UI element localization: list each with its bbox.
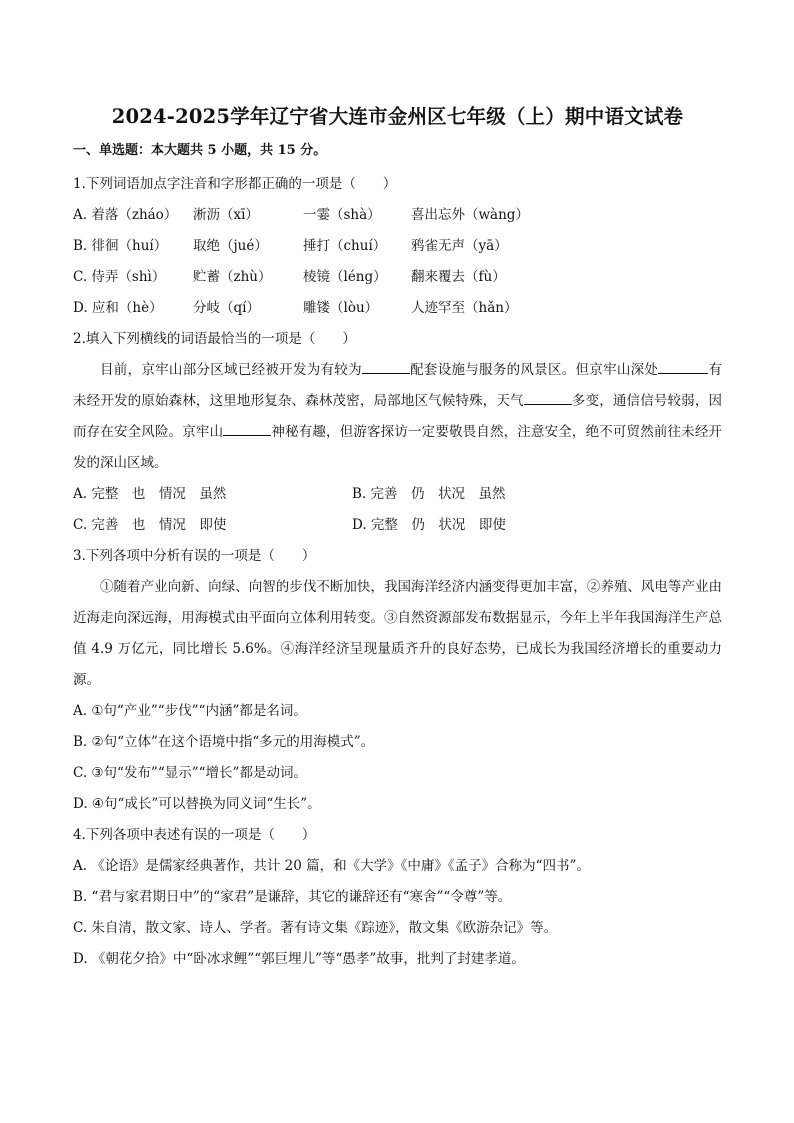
fill-blank-2 bbox=[658, 359, 708, 374]
question-3 bbox=[73, 541, 722, 820]
question-1-stem: 1.下列词语加点字注音和字形都正确的一项是（ ） bbox=[73, 176, 397, 192]
question-2-option-a: A. 完整 也 情况 虽然 bbox=[73, 486, 227, 502]
question-1-option-a bbox=[73, 200, 722, 231]
option-word: C. 侍弄（shì） bbox=[73, 269, 166, 285]
section-heading-single-choice: 一、单选题：本大题共 5 小题，共 15 分。 bbox=[73, 143, 327, 158]
question-3-passage: ①随着产业向新、向绿、向智的步伐不断加快，我国海洋经济内涵变得更加丰富，②养殖、风电等产业由近海走向深远海，用海模式由平面向立体利用转变。③自然资源部发布数据显示，今年上半年我国海洋生产总值 4.9 万亿元，同比增长 5.6%。④海洋经济呈现量质齐升的良好态势，已成长为我国经济增长的重要动力源。 bbox=[73, 579, 722, 688]
passage-text: 多变，通信信号较弱，因而存在安全风险。京牢山 bbox=[73, 393, 722, 440]
question-2 bbox=[73, 324, 722, 541]
question-1-option-d bbox=[73, 293, 722, 324]
question-3-stem: 3.下列各项中分析有误的一项是（ ） bbox=[73, 548, 316, 564]
question-4-option-d: D. 《朝花夕拾》中“卧冰求鲤”“郭巨埋儿”等“愚孝”故事，批判了封建孝道。 bbox=[73, 951, 525, 967]
option-word: 喜出忘外（wàng） bbox=[411, 207, 529, 223]
option-word: 捶打（chuí） bbox=[303, 238, 387, 254]
option-word: B. 徘徊（huí） bbox=[73, 238, 168, 254]
exam-title: 2024-2025学年辽宁省大连市金州区七年级（上）期中语文试卷 bbox=[111, 105, 684, 128]
passage-text: 有未经开发的原始森林，这里地形复杂、森林茂密，局部地区气候特殊，天气 bbox=[73, 362, 723, 409]
question-2-options-row-1 bbox=[73, 479, 722, 510]
question-3-option-b: B. ②句“立体”在这个语境中指“多元的用海模式”。 bbox=[73, 734, 375, 750]
option-word: D. 应和（hè） bbox=[73, 300, 163, 316]
question-4-stem: 4.下列各项中表述有误的一项是（ ） bbox=[73, 827, 316, 843]
option-word: 贮蓄（zhù） bbox=[193, 269, 272, 285]
question-2-option-c: C. 完善 也 情况 即使 bbox=[73, 517, 227, 533]
question-2-stem: 2.填入下列横线的词语最恰当的一项是（ ） bbox=[73, 331, 356, 347]
question-3-option-d: D. ④句“成长”可以替换为同义词“生长”。 bbox=[73, 796, 321, 812]
question-1 bbox=[73, 169, 722, 324]
question-3-option-a: A. ①句“产业”“步伐”“内涵”都是名词。 bbox=[73, 703, 307, 719]
fill-blank-1 bbox=[362, 359, 410, 374]
question-4-option-a: A. 《论语》是儒家经典著作，共计 20 篇，和《大学》《中庸》《孟子》合称为“四书”。 bbox=[73, 858, 590, 874]
option-word: 分岐（qí） bbox=[193, 300, 260, 316]
option-word: 淅沥（xī） bbox=[193, 207, 259, 223]
passage-text: 目前，京牢山部分区域已经被开发为有较为 bbox=[100, 362, 362, 378]
option-word: A. 着落（zháo） bbox=[73, 207, 178, 223]
question-3-option-c: C. ③句“发布”“显示”“增长”都是动词。 bbox=[73, 765, 307, 781]
question-2-option-d: D. 完整 仍 状况 即使 bbox=[352, 517, 506, 533]
question-2-options-row-2 bbox=[73, 510, 722, 541]
question-4-option-b: B. “君与家君期日中”的“家君”是谦辞，其它的谦辞还有“寒舍”“令尊”等。 bbox=[73, 889, 512, 905]
fill-blank-4 bbox=[223, 421, 271, 436]
option-word: 一霎（shà） bbox=[303, 207, 381, 223]
passage-text: 配套设施与服务的风景区。但京牢山深处 bbox=[409, 362, 659, 378]
question-4 bbox=[73, 820, 722, 975]
question-2-option-b: B. 完善 仍 状况 虽然 bbox=[352, 486, 506, 502]
passage-text: 神秘有趣，但游客探访一定要敬畏自然，注意安全，绝不可贸然前往未经开发的深山区域。 bbox=[73, 424, 722, 471]
question-1-option-b bbox=[73, 231, 722, 262]
option-word: 雕镂（lòu） bbox=[303, 300, 379, 316]
fill-blank-3 bbox=[524, 390, 572, 405]
option-word: 棱镜（léng） bbox=[303, 269, 387, 285]
question-2-passage bbox=[73, 355, 722, 479]
option-word: 鸦雀无声（yā） bbox=[411, 238, 508, 254]
question-1-option-c bbox=[73, 262, 722, 293]
option-word: 翻来覆去（fù） bbox=[411, 269, 506, 285]
question-4-option-c: C. 朱自清，散文家、诗人、学者。著有诗文集《踪迹》，散文集《欧游杂记》等。 bbox=[73, 920, 558, 936]
option-word: 取绝（jué） bbox=[193, 238, 268, 254]
option-word: 人迹罕至（hǎn） bbox=[411, 300, 518, 316]
